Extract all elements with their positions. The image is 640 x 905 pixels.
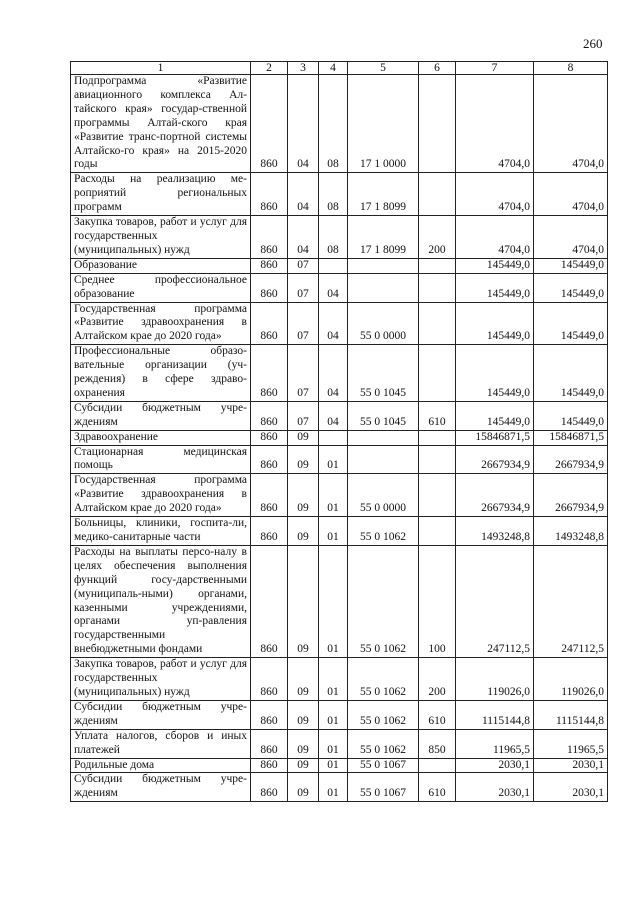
row-name: Субсидии бюджетным учре-ждениям [71,700,251,729]
cell-expense-type [419,445,456,474]
cell-amount-8: 2667934,9 [534,474,608,517]
cell-amount-8: 4704,0 [534,216,608,259]
column-header: 6 [419,62,456,75]
row-name: Субсидии бюджетным учре-ждениям [71,401,251,430]
cell-admin-code: 860 [251,700,288,729]
cell-subsection: 04 [319,302,348,345]
cell-target-article: 55 0 0000 [348,302,419,345]
cell-target-article [348,445,419,474]
table-row [71,773,608,802]
column-header: 4 [319,62,348,75]
table-row [71,474,608,517]
cell-target-article: 17 1 0000 [348,75,419,173]
cell-expense-type [419,273,456,302]
cell-target-article: 55 0 1067 [348,773,419,802]
cell-section: 09 [288,474,319,517]
cell-target-article: 55 0 1067 [348,758,419,773]
cell-target-article [348,258,419,273]
cell-admin-code: 860 [251,345,288,402]
row-name: Государственная программа «Развитие здравоохранения в Алтайском крае до 2020 года» [71,474,251,517]
cell-target-article: 17 1 8099 [348,173,419,216]
table-row [71,345,608,402]
column-header: 1 [71,62,251,75]
cell-admin-code: 860 [251,445,288,474]
cell-amount-7: 145449,0 [456,258,534,273]
cell-expense-type [419,430,456,445]
cell-subsection: 01 [319,729,348,758]
cell-section: 07 [288,302,319,345]
row-name: Родильные дома [71,758,251,773]
cell-subsection: 01 [319,773,348,802]
row-name: Расходы на реализацию ме-роприятий региональных программ [71,173,251,216]
cell-amount-8: 2667934,9 [534,445,608,474]
cell-expense-type [419,302,456,345]
cell-admin-code: 860 [251,401,288,430]
cell-subsection: 08 [319,216,348,259]
cell-subsection: 08 [319,173,348,216]
cell-amount-8: 1493248,8 [534,517,608,546]
cell-target-article: 17 1 8099 [348,216,419,259]
cell-admin-code: 860 [251,658,288,701]
cell-section: 09 [288,545,319,657]
cell-amount-8: 15846871,5 [534,430,608,445]
cell-target-article [348,273,419,302]
cell-amount-8: 145449,0 [534,258,608,273]
table-row [71,758,608,773]
cell-amount-8: 145449,0 [534,302,608,345]
cell-subsection: 04 [319,273,348,302]
table-row [71,430,608,445]
cell-subsection: 01 [319,700,348,729]
cell-section: 09 [288,758,319,773]
cell-admin-code: 860 [251,517,288,546]
cell-subsection: 01 [319,517,348,546]
row-name: Расходы на выплаты персо-налу в целях обеспечения выполнения функций госу-дарственными (муниципаль-ными) органами, казенными учреждениями, органами уп-равления государственными внебюджетными фондами [71,545,251,657]
cell-amount-8: 119026,0 [534,658,608,701]
cell-admin-code: 860 [251,173,288,216]
cell-amount-7: 4704,0 [456,216,534,259]
cell-subsection: 01 [319,545,348,657]
cell-expense-type [419,173,456,216]
table-row [71,445,608,474]
cell-amount-8: 11965,5 [534,729,608,758]
column-header: 5 [348,62,419,75]
cell-admin-code: 860 [251,75,288,173]
cell-admin-code: 860 [251,729,288,758]
cell-amount-7: 145449,0 [456,401,534,430]
table-row [71,216,608,259]
cell-expense-type [419,517,456,546]
cell-section: 07 [288,258,319,273]
cell-admin-code: 860 [251,216,288,259]
cell-target-article: 55 0 0000 [348,474,419,517]
cell-section: 09 [288,445,319,474]
row-name: Профессиональные образо-вательные организации (уч-реждения) в сфере здраво-охранения [71,345,251,402]
cell-expense-type: 610 [419,773,456,802]
cell-target-article: 55 0 1062 [348,517,419,546]
cell-expense-type: 610 [419,401,456,430]
cell-section: 09 [288,658,319,701]
cell-expense-type: 200 [419,216,456,259]
cell-expense-type: 610 [419,700,456,729]
cell-subsection [319,258,348,273]
row-name: Больницы, клиники, госпита-ли, медико-санитарные части [71,517,251,546]
cell-amount-8: 2030,1 [534,758,608,773]
cell-amount-7: 247112,5 [456,545,534,657]
table-row [71,658,608,701]
cell-admin-code: 860 [251,302,288,345]
cell-section: 09 [288,773,319,802]
cell-admin-code: 860 [251,545,288,657]
row-name: Закупка товаров, работ и услуг для государственных (муниципальных) нужд [71,658,251,701]
table-row [71,258,608,273]
cell-amount-8: 4704,0 [534,173,608,216]
cell-amount-7: 1115144,8 [456,700,534,729]
cell-section: 07 [288,273,319,302]
cell-amount-8: 4704,0 [534,75,608,173]
header-row [71,62,608,75]
cell-subsection: 01 [319,758,348,773]
cell-section: 04 [288,216,319,259]
cell-section: 07 [288,401,319,430]
cell-subsection: 08 [319,75,348,173]
cell-expense-type [419,75,456,173]
cell-admin-code: 860 [251,474,288,517]
column-header: 8 [534,62,608,75]
table-row [71,517,608,546]
column-header: 2 [251,62,288,75]
row-name: Субсидии бюджетным учре-ждениям [71,773,251,802]
table-row [71,75,608,173]
cell-admin-code: 860 [251,773,288,802]
cell-expense-type [419,258,456,273]
cell-amount-8: 2030,1 [534,773,608,802]
cell-amount-8: 145449,0 [534,401,608,430]
cell-amount-7: 4704,0 [456,75,534,173]
cell-target-article: 55 0 1062 [348,545,419,657]
cell-target-article [348,430,419,445]
cell-expense-type: 200 [419,658,456,701]
table-body [71,75,608,802]
column-header: 7 [456,62,534,75]
cell-subsection: 01 [319,474,348,517]
cell-section: 07 [288,345,319,402]
cell-admin-code: 860 [251,273,288,302]
table-row [71,700,608,729]
cell-target-article: 55 0 1062 [348,729,419,758]
cell-amount-7: 145449,0 [456,273,534,302]
table-row [71,302,608,345]
cell-subsection: 01 [319,445,348,474]
cell-admin-code: 860 [251,430,288,445]
row-name: Стационарная медицинская помощь [71,445,251,474]
cell-amount-8: 145449,0 [534,345,608,402]
page-number: 260 [583,36,603,51]
cell-subsection: 01 [319,658,348,701]
cell-amount-7: 2030,1 [456,758,534,773]
cell-amount-7: 15846871,5 [456,430,534,445]
cell-target-article: 55 0 1062 [348,658,419,701]
cell-subsection [319,430,348,445]
cell-target-article: 55 0 1045 [348,401,419,430]
cell-amount-7: 145449,0 [456,302,534,345]
table-row [71,545,608,657]
cell-expense-type: 100 [419,545,456,657]
row-name: Здравоохранение [71,430,251,445]
cell-amount-7: 4704,0 [456,173,534,216]
row-name: Закупка товаров, работ и услуг для государственных (муниципальных) нужд [71,216,251,259]
cell-expense-type: 850 [419,729,456,758]
table-row [71,729,608,758]
cell-amount-8: 145449,0 [534,273,608,302]
cell-amount-8: 247112,5 [534,545,608,657]
budget-table [70,61,608,802]
row-name: Государственная программа «Развитие здравоохранения в Алтайском крае до 2020 года» [71,302,251,345]
row-name: Образование [71,258,251,273]
cell-amount-7: 145449,0 [456,345,534,402]
row-name: Среднее профессиональное образование [71,273,251,302]
cell-amount-7: 1493248,8 [456,517,534,546]
cell-section: 04 [288,173,319,216]
cell-subsection: 04 [319,345,348,402]
table-row [71,401,608,430]
cell-expense-type [419,345,456,402]
cell-section: 09 [288,729,319,758]
cell-section: 09 [288,700,319,729]
column-header: 3 [288,62,319,75]
cell-amount-8: 1115144,8 [534,700,608,729]
cell-expense-type [419,474,456,517]
cell-amount-7: 119026,0 [456,658,534,701]
cell-target-article: 55 0 1062 [348,700,419,729]
cell-subsection: 04 [319,401,348,430]
cell-admin-code: 860 [251,758,288,773]
cell-admin-code: 860 [251,258,288,273]
cell-section: 04 [288,75,319,173]
row-name: Подпрограмма «Развитие авиационного комплекса Ал-тайского края» государ-ственной программы Алтай-ского края «Развитие транс-портной системы Алтайско-го края» на 2015-2020 годы [71,75,251,173]
row-name: Уплата налогов, сборов и иных платежей [71,729,251,758]
table-row [71,273,608,302]
cell-target-article: 55 0 1045 [348,345,419,402]
cell-section: 09 [288,430,319,445]
cell-amount-7: 2667934,9 [456,445,534,474]
cell-amount-7: 11965,5 [456,729,534,758]
cell-section: 09 [288,517,319,546]
cell-expense-type [419,758,456,773]
cell-amount-7: 2667934,9 [456,474,534,517]
table-row [71,173,608,216]
cell-amount-7: 2030,1 [456,773,534,802]
